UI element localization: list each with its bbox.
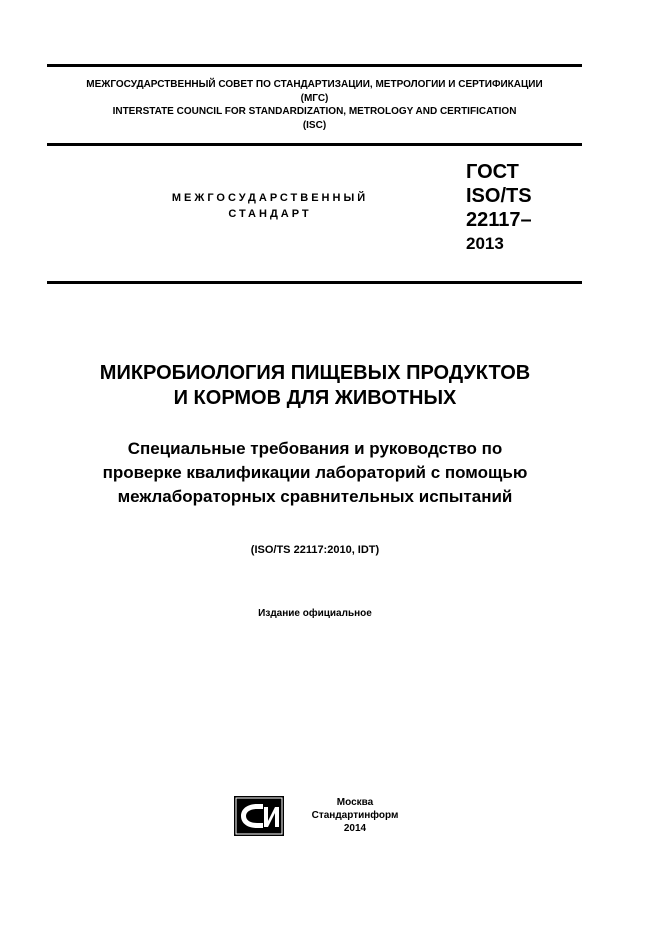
standard-kind (120, 190, 420, 222)
council-name-en: INTERSTATE COUNCIL FOR STANDARDIZATION, METROLOGY AND CERTIFICATION (112, 106, 517, 117)
publisher-city: Москва (336, 797, 374, 808)
title-line1: МИКРОБИОЛОГИЯ ПИЩЕВЫХ ПРОДУКТОВ (99, 362, 531, 384)
designation-year: 2013 (466, 234, 504, 253)
standard-kind-line2: СТАНДАРТ (228, 208, 312, 220)
publisher-block (290, 796, 420, 835)
subtitle-line1: Специальные требования и руководство по (127, 439, 503, 458)
header-divider (47, 143, 582, 146)
top-divider (47, 64, 582, 67)
publisher-name: Стандартинформ (311, 810, 399, 821)
council-header (47, 78, 582, 132)
title-line2: И КОРМОВ ДЛЯ ЖИВОТНЫХ (173, 387, 457, 409)
document-subtitle (20, 437, 610, 509)
iso-identity: (ISO/TS 22117:2010, IDT) (250, 544, 380, 556)
publisher-year: 2014 (343, 823, 367, 834)
standard-designation (466, 160, 532, 256)
council-name-ru: МЕЖГОСУДАРСТВЕННЫЙ СОВЕТ ПО СТАНДАРТИЗАЦИИ, МЕТРОЛОГИИ И СЕРТИФИКАЦИИ (86, 79, 543, 90)
designation-number: 22117– (466, 209, 532, 231)
edition-note: Издание официальное (258, 608, 372, 619)
standard-kind-line1: МЕЖГОСУДАРСТВЕННЫЙ (171, 192, 369, 204)
council-abbr-ru: (МГС) (300, 92, 329, 104)
standartinform-logo-icon (233, 795, 285, 837)
council-abbr-en: (ISC) (302, 119, 327, 131)
designation-gost: ГОСТ (466, 161, 519, 183)
subtitle-line2: проверке квалификации лабораторий с помощью (102, 463, 528, 482)
subtitle-line3: межлабораторных сравнительных испытаний (117, 487, 513, 506)
designation-iso: ISO/TS (466, 185, 532, 207)
document-title (20, 361, 610, 411)
designation-divider (47, 281, 582, 284)
